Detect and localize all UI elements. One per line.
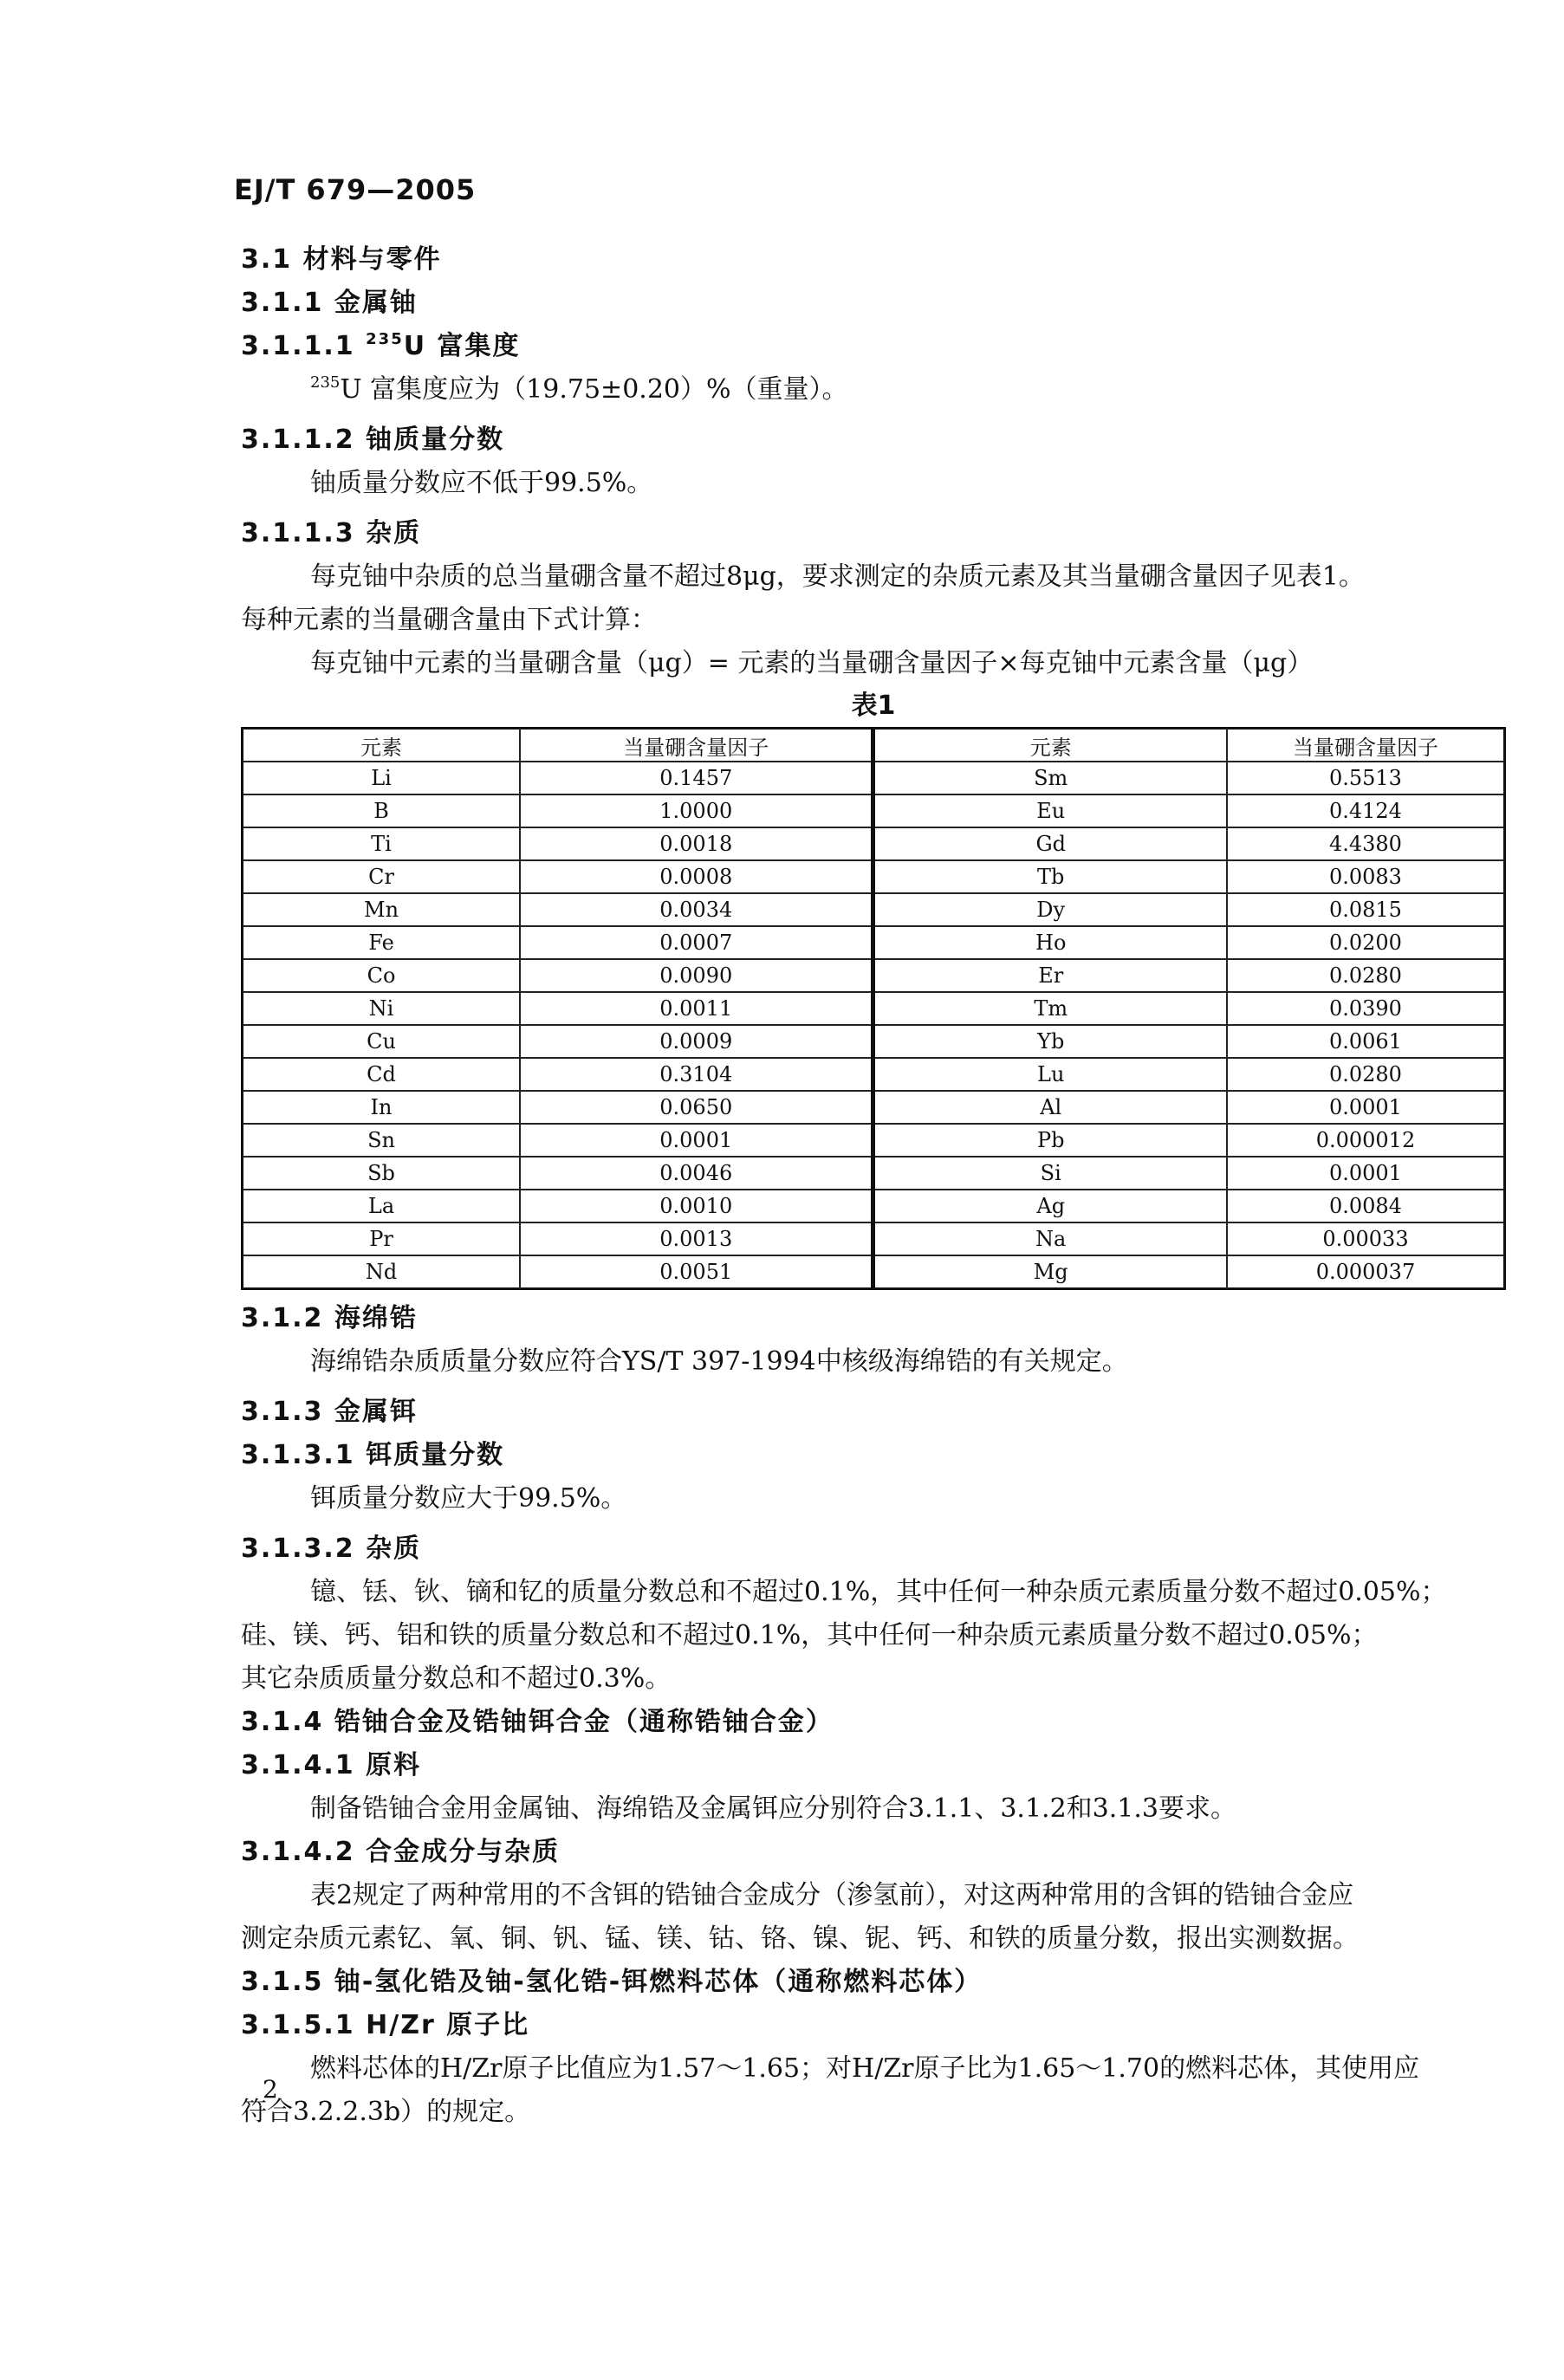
element-cell: Er [873,959,1227,992]
element-cell: Ti [243,827,521,860]
element-cell: Co [243,959,521,992]
element-cell: Tm [873,992,1227,1025]
table-row [243,827,1505,860]
table-row [243,926,1505,959]
section-3-1-1-3-heading: 3.1.1.3 杂质 [241,518,422,548]
section-3-1-4-2-heading: 3.1.4.2 合金成分与杂质 [241,1837,561,1867]
factor-cell: 0.0011 [520,992,873,1025]
element-cell: Mg [873,1255,1227,1289]
element-cell: Yb [873,1025,1227,1058]
factor-cell: 0.000012 [1227,1124,1505,1157]
factor-cell: 0.1457 [520,762,873,794]
factor-cell: 0.0090 [520,959,873,992]
factor-cell: 0.0650 [520,1091,873,1124]
element-cell: Ho [873,926,1227,959]
section-3-1-3-heading: 3.1.3 金属铒 [241,1397,418,1427]
page-number: 2 [263,2075,278,2104]
calc-intro-text: 每种元素的当量硼含量由下式计算： [241,605,657,635]
element-cell: Sm [873,762,1227,794]
heading-number: 3.1.1.1 [241,331,367,361]
erbium-impurity-line-2: 硅、镁、钙、铝和铁的质量分数总和不超过0.1%，其中任何一种杂质元素质量分数不超过0.05%； [241,1620,1378,1650]
factor-cell: 4.4380 [1227,827,1505,860]
element-cell: B [243,794,521,827]
factor-cell: 0.0280 [1227,1058,1505,1091]
section-3-1-1-1-heading [241,325,1506,368]
factor-cell: 0.0815 [1227,893,1505,926]
factor-cell: 0.4124 [1227,794,1505,827]
factor-cell: 0.0010 [520,1190,873,1222]
section-3-1-1-heading: 3.1.1 金属铀 [241,288,418,318]
table-1-caption: 表1 [851,691,896,721]
hzr-ratio-line-1: 燃料芯体的H/Zr原子比值应为1.57～1.65；对H/Zr原子比为1.65～1.70的燃料芯体，其使用应 [310,2053,1420,2084]
impurity-limit-text: 每克铀中杂质的总当量硼含量不超过8μg，要求测定的杂质元素及其当量硼含量因子见表1。 [310,561,1365,592]
section-3-1-3-2-heading: 3.1.3.2 杂质 [241,1534,422,1564]
factor-cell: 0.3104 [520,1058,873,1091]
factor-cell: 0.0009 [520,1025,873,1058]
factor-cell: 0.0046 [520,1157,873,1190]
factor-cell: 0.0390 [1227,992,1505,1025]
section-3-1-5-heading: 3.1.5 铀-氢化锆及铀-氢化锆-铒燃料芯体（通称燃料芯体） [241,1967,983,1997]
table-header-row [243,729,1505,762]
table-row [243,1157,1505,1190]
erbium-impurity-line-1: 镱、铥、钬、镝和钇的质量分数总和不超过0.1%，其中任何一种杂质元素质量分数不超过0.05%； [310,1577,1447,1607]
table-row [243,1091,1505,1124]
enrichment-text [241,368,1506,412]
table-1-body [243,762,1505,1289]
col-header-factor: 当量硼含量因子 [1227,729,1505,762]
erbium-impurity-line-3: 其它杂质质量分数总和不超过0.3%。 [241,1663,672,1694]
table-row [243,1058,1505,1091]
alloy-composition-line-1: 表2规定了两种常用的不含铒的锆铀合金成分（渗氢前），对这两种常用的含铒的锆铀合金应 [310,1880,1354,1910]
factor-cell: 1.0000 [520,794,873,827]
element-cell: Cr [243,860,521,893]
table-row [243,959,1505,992]
factor-cell: 0.00033 [1227,1222,1505,1255]
section-3-1-4-heading: 3.1.4 锆铀合金及锆铀铒合金（通称锆铀合金） [241,1707,834,1737]
table-row [243,992,1505,1025]
isotope-superscript: 235 [310,373,341,392]
element-cell: Cd [243,1058,521,1091]
element-cell: Si [873,1157,1227,1190]
section-3-1-2-heading: 3.1.2 海绵锆 [241,1303,418,1333]
table-row [243,860,1505,893]
element-cell: La [243,1190,521,1222]
document-body [241,238,1506,2134]
section-3-1-heading: 3.1 材料与零件 [241,244,442,275]
factor-cell: 0.0001 [1227,1091,1505,1124]
factor-cell: 0.0007 [520,926,873,959]
section-3-1-1-2-heading: 3.1.1.2 铀质量分数 [241,425,505,455]
factor-cell: 0.0061 [1227,1025,1505,1058]
factor-cell: 0.0051 [520,1255,873,1289]
element-cell: Fe [243,926,521,959]
factor-cell: 0.0001 [1227,1157,1505,1190]
table-1 [241,727,1506,1290]
table-row [243,893,1505,926]
element-cell: Pr [243,1222,521,1255]
factor-cell: 0.5513 [1227,762,1505,794]
element-cell: Al [873,1091,1227,1124]
element-cell: Na [873,1222,1227,1255]
table-row [243,1222,1505,1255]
factor-cell: 0.0018 [520,827,873,860]
heading-title: U 富集度 [403,331,521,361]
element-cell: Tb [873,860,1227,893]
element-cell: Nd [243,1255,521,1289]
element-cell: Gd [873,827,1227,860]
enrichment-value: U 富集度应为（19.75±0.20）%（重量）。 [340,374,848,405]
element-cell: Li [243,762,521,794]
element-cell: Ni [243,992,521,1025]
table-row [243,1255,1505,1289]
element-cell: Mn [243,893,521,926]
formula-text: 每克铀中元素的当量硼含量（μg）= 元素的当量硼含量因子×每克铀中元素含量（μg） [310,648,1314,678]
sponge-zirconium-text: 海绵锆杂质质量分数应符合YS/T 397-1994中核级海绵锆的有关规定。 [310,1346,1128,1377]
factor-cell: 0.0034 [520,893,873,926]
col-header-factor: 当量硼含量因子 [520,729,873,762]
element-cell: Dy [873,893,1227,926]
isotope-superscript: 235 [366,330,404,348]
element-cell: Eu [873,794,1227,827]
uranium-mass-fraction-text: 铀质量分数应不低于99.5%。 [310,468,653,498]
section-3-1-4-1-heading: 3.1.4.1 原料 [241,1750,422,1780]
element-cell: Pb [873,1124,1227,1157]
factor-cell: 0.0083 [1227,860,1505,893]
element-cell: Sb [243,1157,521,1190]
erbium-mass-fraction-text: 铒质量分数应大于99.5%。 [310,1483,627,1514]
table-row [243,794,1505,827]
factor-cell: 0.0013 [520,1222,873,1255]
element-cell: Lu [873,1058,1227,1091]
table-row [243,1124,1505,1157]
section-3-1-5-1-heading: 3.1.5.1 H/Zr 原子比 [241,2010,530,2040]
factor-cell: 0.0280 [1227,959,1505,992]
factor-cell: 0.000037 [1227,1255,1505,1289]
document-id: EJ/T 679—2005 [234,173,477,206]
hzr-ratio-line-2: 符合3.2.2.3b）的规定。 [241,2097,531,2127]
factor-cell: 0.0008 [520,860,873,893]
factor-cell: 0.0001 [520,1124,873,1157]
table-row [243,1025,1505,1058]
element-cell: Sn [243,1124,521,1157]
table-row [243,1190,1505,1222]
section-3-1-3-1-heading: 3.1.3.1 铒质量分数 [241,1440,505,1470]
col-header-element: 元素 [873,729,1227,762]
raw-material-text: 制备锆铀合金用金属铀、海绵锆及金属铒应分别符合3.1.1、3.1.2和3.1.3要求。 [310,1793,1236,1824]
col-header-element: 元素 [243,729,521,762]
element-cell: Cu [243,1025,521,1058]
factor-cell: 0.0084 [1227,1190,1505,1222]
factor-cell: 0.0200 [1227,926,1505,959]
alloy-composition-line-2: 测定杂质元素钇、氧、铜、钒、锰、镁、钴、铬、镍、铌、钙、和铁的质量分数，报出实测数据。 [241,1923,1359,1954]
element-cell: Ag [873,1190,1227,1222]
element-cell: In [243,1091,521,1124]
table-row [243,762,1505,794]
